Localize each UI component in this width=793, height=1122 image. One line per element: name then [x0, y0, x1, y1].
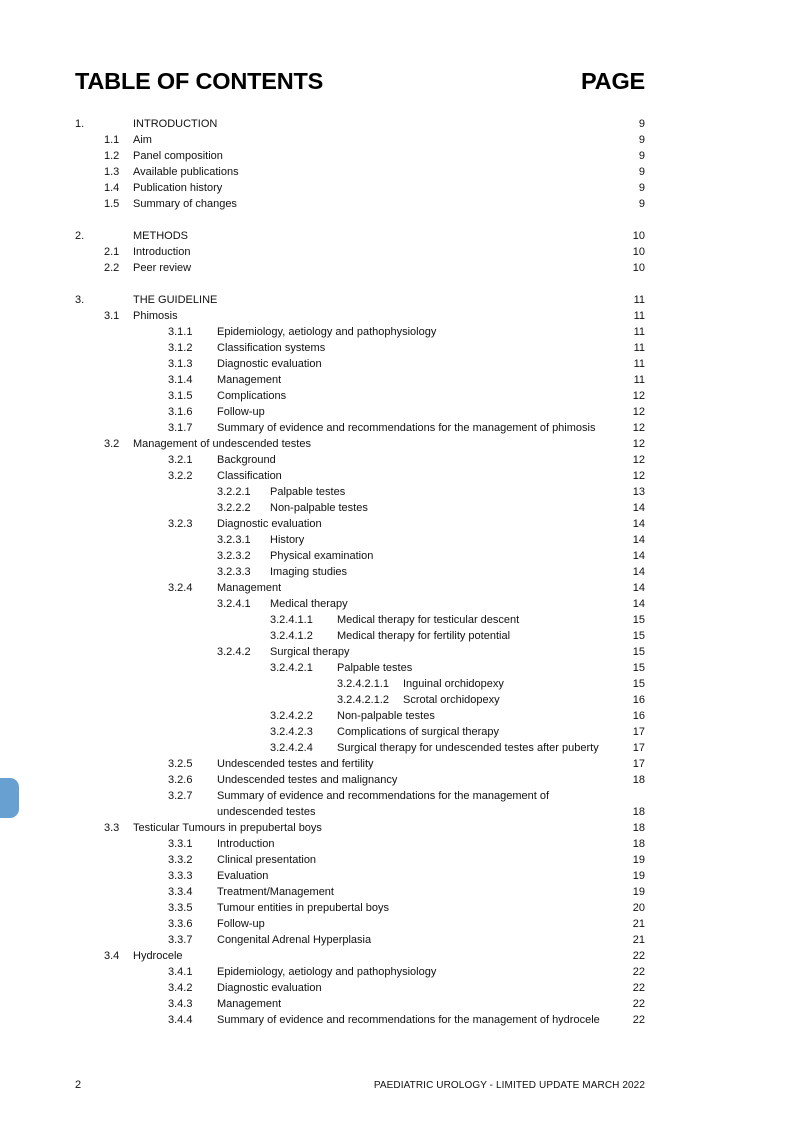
toc-entry-number: 3.1.2 [168, 342, 193, 354]
toc-entry-title: INTRODUCTION [133, 118, 218, 130]
toc-entry-number: 3.1.5 [168, 390, 193, 402]
toc-entry-number: 3.2.3 [168, 518, 193, 530]
toc-entry [75, 244, 645, 260]
toc-entry-title: Introduction [217, 838, 275, 850]
toc-entry-page: 19 [632, 870, 645, 882]
toc-entry-number: 1.1 [104, 134, 120, 146]
toc-entry-number: 3.3.2 [168, 854, 193, 866]
toc-entry-title: Classification systems [217, 342, 326, 354]
toc-entry-page: 17 [632, 726, 645, 738]
toc-entry-number: 3.2.4.2.1.2 [337, 694, 389, 706]
toc-entry-page: 12 [632, 454, 645, 466]
toc-entry-title: Introduction [133, 246, 191, 258]
toc-entry-title: Medical therapy for testicular descent [337, 614, 520, 626]
toc-entry-number: 3.2.3.1 [217, 534, 251, 546]
toc-entry-page: 11 [633, 326, 645, 338]
toc-entry-title: History [270, 534, 305, 546]
toc-entry [75, 1012, 645, 1028]
toc-entry-title: Diagnostic evaluation [217, 358, 322, 370]
toc-entry [75, 500, 645, 516]
toc-entry-number: 3.2.4 [168, 582, 193, 594]
page-footer [75, 1079, 645, 1091]
toc-entry-page: 22 [632, 966, 645, 978]
toc-entry [75, 980, 645, 996]
toc-entry-page: 20 [632, 902, 645, 914]
toc-entry-number: 1.2 [104, 150, 120, 162]
toc-entry [75, 468, 645, 484]
toc-entry-title: Summary of evidence and recommendations for the management of phimosis [217, 422, 596, 434]
toc-entry-page: 18 [632, 774, 645, 786]
toc-entry [75, 660, 645, 676]
toc-entry [75, 820, 645, 836]
toc-entry [75, 756, 645, 772]
toc-entry-page: 19 [632, 886, 645, 898]
toc-entry-number: 2.2 [104, 262, 120, 274]
toc-entry-number: 3.2.4.2.4 [270, 742, 313, 754]
toc-entry-page: 17 [632, 742, 645, 754]
toc-entry-page: 12 [632, 422, 645, 434]
toc-entry-title: Follow-up [217, 918, 265, 930]
toc-entry [75, 196, 645, 212]
toc-entry-page: 14 [632, 598, 645, 610]
toc-entry-number: 3.2.4.2 [217, 646, 251, 658]
toc-entry [75, 372, 645, 388]
toc-entry-title: Clinical presentation [217, 854, 317, 866]
toc-entry [75, 804, 645, 820]
toc-entry [75, 724, 645, 740]
toc-entry [75, 676, 645, 692]
toc-entry-title: Epidemiology, aetiology and pathophysiology [217, 326, 437, 338]
toc-entry-page: 14 [632, 566, 645, 578]
toc-entry-page: 9 [638, 182, 645, 194]
toc-entry [75, 788, 645, 804]
toc-entry-title: Physical examination [270, 550, 374, 562]
toc-entry [75, 900, 645, 916]
toc-entry-number: 2. [75, 230, 85, 242]
toc-group [75, 292, 645, 1028]
toc-entry-title: Medical therapy [270, 598, 348, 610]
toc-entry-page: 9 [638, 198, 645, 210]
toc-entry [75, 564, 645, 580]
toc-entry [75, 132, 645, 148]
toc-entry-number: 3.2.2.1 [217, 486, 251, 498]
toc-entry-page: 22 [632, 982, 645, 994]
toc-entry [75, 260, 645, 276]
toc-entry-title: Complications of surgical therapy [337, 726, 500, 738]
toc-entry-page: 15 [632, 630, 645, 642]
toc-entry-page: 9 [638, 150, 645, 162]
toc-entry-number: 3.3 [104, 822, 120, 834]
toc-entry-page: 22 [632, 1014, 645, 1026]
toc-entry-number: 3. [75, 294, 85, 306]
toc-entry-page: 16 [632, 694, 645, 706]
toc-entry-page: 15 [632, 662, 645, 674]
toc-entry [75, 228, 645, 244]
toc-entry-number: 2.1 [104, 246, 120, 258]
toc-entry-title: Management [217, 374, 282, 386]
toc-entry-title: Follow-up [217, 406, 265, 418]
toc-entry-number: 3.2.4.1.2 [270, 630, 313, 642]
toc-entry-number: 3.2.4.1 [217, 598, 251, 610]
toc-entry-title: METHODS [133, 230, 188, 242]
toc-entry-title: Complications [217, 390, 287, 402]
toc-entry-page: 9 [638, 118, 645, 130]
toc-entry-number: 3.1 [104, 310, 120, 322]
toc-entry-title: Available publications [133, 166, 239, 178]
toc-entry-page: 10 [632, 230, 645, 242]
toc-entry [75, 964, 645, 980]
toc-entry [75, 164, 645, 180]
toc-entry [75, 932, 645, 948]
page-title: TABLE OF CONTENTS [75, 68, 324, 94]
toc-entry-page: 9 [638, 134, 645, 146]
toc-entry-page: 14 [632, 534, 645, 546]
toc-entry-title: Non-palpable testes [337, 710, 435, 722]
toc-entry-title: Surgical therapy for undescended testes after puberty [337, 742, 599, 754]
toc-entry-number: 3.2 [104, 438, 120, 450]
toc-entry-title: Management [217, 582, 282, 594]
toc-groups [75, 116, 645, 1028]
toc-entry-title: Diagnostic evaluation [217, 982, 322, 994]
toc-entry-page: 11 [633, 358, 645, 370]
toc-entry-page: 12 [632, 406, 645, 418]
toc-entry [75, 596, 645, 612]
toc-entry [75, 852, 645, 868]
toc-entry [75, 548, 645, 564]
toc-entry-number: 3.3.5 [168, 902, 193, 914]
toc-entry-number: 3.3.4 [168, 886, 193, 898]
toc-entry [75, 404, 645, 420]
toc-entry-page: 16 [632, 710, 645, 722]
toc-entry-page: 15 [632, 646, 645, 658]
toc-entry-title: Summary of evidence and recommendations for the management of hydrocele [217, 1014, 600, 1026]
toc-entry-page: 18 [632, 806, 645, 818]
toc-entry-title: Management of undescended testes [133, 438, 311, 450]
toc-entry-title: Epidemiology, aetiology and pathophysiology [217, 966, 437, 978]
toc-entry-page: 9 [638, 166, 645, 178]
toc-entry [75, 340, 645, 356]
toc-entry-number: 3.2.3.3 [217, 566, 251, 578]
toc-entry-page: 17 [632, 758, 645, 770]
toc-entry-title: Tumour entities in prepubertal boys [217, 902, 390, 914]
toc-entry-title: Undescended testes and fertility [217, 758, 374, 770]
toc-entry-title: Aim [133, 134, 152, 146]
toc-entry [75, 868, 645, 884]
toc-entry-title: Inguinal orchidopexy [403, 678, 504, 690]
toc-entry-number: 3.3.6 [168, 918, 193, 930]
toc-entry-number: 3.3.7 [168, 934, 193, 946]
toc-entry-title: Evaluation [217, 870, 269, 882]
toc-entry-number: 3.4 [104, 950, 120, 962]
toc-entry-title: Surgical therapy [270, 646, 350, 658]
toc-entry-number: 1. [75, 118, 85, 130]
toc-entry [75, 308, 645, 324]
toc-entry-title: Palpable testes [337, 662, 413, 674]
toc-entry-number: 3.2.1 [168, 454, 193, 466]
toc-entry-number: 3.2.3.2 [217, 550, 251, 562]
toc-entry-title: Panel composition [133, 150, 223, 162]
toc-entry-number: 1.5 [104, 198, 120, 210]
toc-entry-page: 12 [632, 438, 645, 450]
toc-entry-page: 22 [632, 998, 645, 1010]
toc-entry [75, 388, 645, 404]
toc-entry-title: undescended testes [217, 806, 316, 818]
toc-entry-number: 3.2.5 [168, 758, 193, 770]
toc-entry [75, 884, 645, 900]
toc-entry-title: Scrotal orchidopexy [403, 694, 500, 706]
toc-group [75, 116, 645, 212]
toc-entry-page: 10 [632, 262, 645, 274]
toc-entry-page: 21 [632, 918, 645, 930]
toc-entry [75, 612, 645, 628]
toc-entry-number: 3.2.4.2.1 [270, 662, 313, 674]
toc-entry-number: 3.2.4.2.1.1 [337, 678, 389, 690]
toc-entry-number: 1.4 [104, 182, 120, 194]
toc-entry-number: 3.4.2 [168, 982, 193, 994]
toc-entry-page: 14 [632, 518, 645, 530]
toc-entry-title: Classification [217, 470, 282, 482]
toc-entry-page: 11 [633, 310, 645, 322]
toc-header [75, 70, 645, 94]
toc-entry-number: 3.4.4 [168, 1014, 193, 1026]
toc-entry-title: Hydrocele [133, 950, 183, 962]
toc-entry-number: 3.1.3 [168, 358, 193, 370]
toc-entry [75, 580, 645, 596]
toc-entry [75, 180, 645, 196]
toc-entry [75, 532, 645, 548]
toc-entry-page: 10 [632, 246, 645, 258]
toc-entry-title: Peer review [133, 262, 192, 274]
toc-entry-number: 3.2.7 [168, 790, 193, 802]
toc-entry-title: Publication history [133, 182, 223, 194]
toc-entry-number: 3.3.3 [168, 870, 193, 882]
toc-entry [75, 356, 645, 372]
toc-entry-number: 3.1.1 [168, 326, 193, 338]
toc-entry-page: 12 [632, 470, 645, 482]
toc-entry-page: 11 [633, 342, 645, 354]
toc-entry [75, 836, 645, 852]
toc-entry-title: Imaging studies [270, 566, 348, 578]
toc-entry [75, 996, 645, 1012]
toc-entry-number: 3.4.1 [168, 966, 193, 978]
toc-entry [75, 916, 645, 932]
toc-entry-number: 3.1.6 [168, 406, 193, 418]
toc-entry [75, 292, 645, 308]
toc-entry-number: 3.3.1 [168, 838, 193, 850]
toc-entry-page: 13 [632, 486, 645, 498]
toc-entry-number: 3.2.4.1.1 [270, 614, 313, 626]
toc-entry [75, 420, 645, 436]
toc-entry [75, 452, 645, 468]
toc-entry [75, 740, 645, 756]
toc-entry-page: 11 [633, 374, 645, 386]
toc-entry-number: 3.4.3 [168, 998, 193, 1010]
toc-entry-page: 12 [632, 390, 645, 402]
toc-entry-title: Background [217, 454, 276, 466]
toc-entry [75, 644, 645, 660]
toc-entry-number: 3.1.4 [168, 374, 193, 386]
toc-entry-title: Summary of changes [133, 198, 237, 210]
toc-entry-number: 3.2.4.2.2 [270, 710, 313, 722]
footer-page-number: 2 [75, 1079, 82, 1091]
toc-entry-page: 15 [632, 678, 645, 690]
toc-entry-page: 11 [633, 294, 645, 306]
toc-entry-title: Palpable testes [270, 486, 346, 498]
toc-entry-number: 3.2.4.2.3 [270, 726, 313, 738]
toc-entry-number: 1.3 [104, 166, 120, 178]
toc-entry [75, 436, 645, 452]
toc-entry-page: 19 [632, 854, 645, 866]
toc-entry-number: 3.2.2 [168, 470, 193, 482]
toc-entry-title: Summary of evidence and recommendations for the management of [217, 790, 550, 802]
toc-entry-title: Testicular Tumours in prepubertal boys [133, 822, 322, 834]
section-bookmark-tab [0, 778, 19, 818]
toc-group [75, 228, 645, 276]
toc-entry-title: Undescended testes and malignancy [217, 774, 398, 786]
footer-running-title: PAEDIATRIC UROLOGY - LIMITED UPDATE MARCH 2022 [373, 1080, 645, 1091]
toc-entry [75, 708, 645, 724]
toc-entry-number: 3.2.2.2 [217, 502, 251, 514]
toc-entry-title: Management [217, 998, 282, 1010]
toc-entry [75, 772, 645, 788]
toc-entry [75, 692, 645, 708]
toc-entry-page: 18 [632, 822, 645, 834]
toc-entry-title: Phimosis [133, 310, 178, 322]
toc-entry-page: 22 [632, 950, 645, 962]
toc-entry-title: Treatment/Management [217, 886, 334, 898]
toc-entry-title: Medical therapy for fertility potential [337, 630, 511, 642]
toc-entry-page: 14 [632, 582, 645, 594]
toc-entry [75, 116, 645, 132]
toc-entry-number: 3.1.7 [168, 422, 193, 434]
toc-entry-page: 21 [632, 934, 645, 946]
page-column-label: PAGE [580, 68, 645, 94]
toc-entry [75, 324, 645, 340]
toc-entry-title: Congenital Adrenal Hyperplasia [217, 934, 372, 946]
toc-entry-number: 3.2.6 [168, 774, 193, 786]
toc-entry [75, 948, 645, 964]
toc-entry-title: THE GUIDELINE [133, 294, 218, 306]
toc-entry-page: 18 [632, 838, 645, 850]
toc-entry-page: 14 [632, 550, 645, 562]
toc-entry [75, 516, 645, 532]
toc-entry [75, 148, 645, 164]
toc-entry-title: Non-palpable testes [270, 502, 368, 514]
toc-entry-title: Diagnostic evaluation [217, 518, 322, 530]
toc-entry-page: 14 [632, 502, 645, 514]
toc-entry [75, 484, 645, 500]
toc-entry-page: 15 [632, 614, 645, 626]
toc-entry [75, 628, 645, 644]
